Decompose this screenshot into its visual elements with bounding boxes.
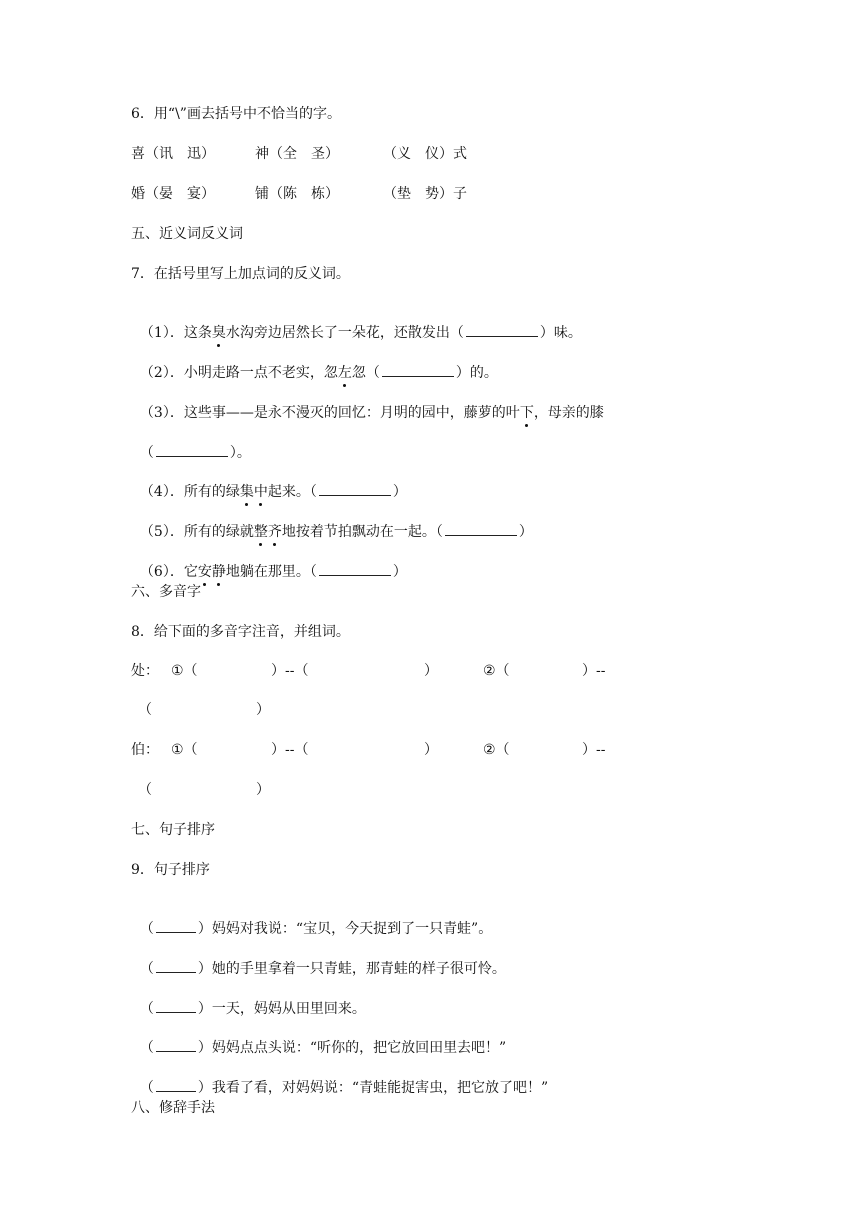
q7-6-post: 地躺在那里。（: [225, 564, 317, 580]
q9-title: 9．句子排序: [131, 862, 210, 878]
section-8-heading: 八、修辞手法: [131, 1100, 215, 1116]
q9-2-lp: （: [139, 961, 154, 977]
q8-2-f: （: [138, 782, 152, 798]
q8-1-e: ）--: [582, 663, 606, 679]
q7-6-pre: （6）．它: [139, 564, 198, 580]
q7-5-blank[interactable]: [445, 522, 517, 536]
section-7-heading: 七、句子排序: [131, 822, 215, 838]
q8-2-a: ①（: [171, 742, 198, 758]
q7-1-blank[interactable]: [466, 323, 538, 337]
q8-1-f: （: [138, 702, 152, 718]
q6-r1-b: 神（全 圣）: [255, 146, 339, 162]
q7-2-blank[interactable]: [382, 363, 454, 377]
q9-4-text: 妈妈点点头说：“听你的，把它放回田里去吧！”: [211, 1040, 507, 1056]
q9-1-text: 妈妈对我说：“宝贝，今天捉到了一只青蛙”。: [211, 921, 493, 937]
q6-r2-a: 婚（晏 宴）: [131, 186, 215, 202]
q7-item-3: [131, 383, 604, 423]
q9-2-rp: ）: [197, 961, 212, 977]
section-5-heading: 五、近义词反义词: [131, 226, 243, 242]
q9-2-text: 她的手里拿着一只青蛙，那青蛙的样子很可怜。: [211, 961, 506, 977]
q7-6-blank[interactable]: [319, 562, 391, 576]
q9-2-blank[interactable]: [156, 959, 196, 973]
q7-item-2: [131, 343, 498, 383]
q7-2-pre: （2）．小明走路一点不老实，忽: [139, 365, 338, 381]
q9-5-text: 我看了看，对妈妈说：“青蛙能捉害虫，把它放了吧！”: [211, 1080, 549, 1096]
q9-sentence-3: [131, 979, 366, 1019]
q7-6-dotted-2: 静: [211, 564, 226, 580]
q7-item-6: [131, 542, 407, 582]
q7-5-dotted-2: 齐: [267, 524, 282, 540]
q6-r1-c: （义 仪）式: [383, 146, 467, 162]
q7-2-dotted: 左: [337, 365, 352, 381]
q8-1-b: ）--（: [271, 663, 309, 679]
q7-1-pre: （1）．这条: [139, 325, 212, 341]
q7-6-end: ）: [392, 564, 407, 580]
q9-5-blank[interactable]: [156, 1078, 196, 1092]
q8-title: 8．给下面的多音字注音，并组词。: [131, 624, 350, 640]
q9-5-lp: （: [139, 1080, 154, 1096]
q7-5-dotted-1: 整: [253, 524, 268, 540]
q7-2-end: ）的。: [455, 365, 498, 381]
q7-2-post: 忽（: [351, 365, 380, 381]
q7-item-3-cont: [131, 423, 251, 463]
q9-3-rp: ）: [197, 1001, 212, 1017]
q6-r1-a: 喜（讯 迅）: [131, 146, 215, 162]
q8-1-d: ②（: [483, 663, 510, 679]
q8-2-g: ）: [256, 782, 270, 798]
q7-item-5: [131, 502, 533, 542]
q7-3-pre: （3）．这些事——是永不漫灭的回忆：月明的园中，藤萝的叶: [139, 405, 520, 421]
q8-2-c: ）: [424, 742, 438, 758]
q8-char-1: 处：: [131, 663, 159, 679]
q9-1-lp: （: [139, 921, 154, 937]
q8-2-e: ）--: [582, 742, 606, 758]
q9-sentence-2: [131, 939, 506, 979]
q7-3b-pre: （: [139, 445, 154, 461]
q7-4-dotted-2: 中: [253, 484, 268, 500]
q6-r2-c: （垫 势）子: [383, 186, 467, 202]
q9-sentence-4: [131, 1018, 506, 1058]
q7-title: 7．在括号里写上加点词的反义词。: [131, 266, 350, 282]
q9-4-blank[interactable]: [156, 1038, 196, 1052]
q7-4-blank[interactable]: [319, 482, 391, 496]
q8-1-g: ）: [256, 702, 270, 718]
q9-1-rp: ）: [197, 921, 212, 937]
q9-3-blank[interactable]: [156, 999, 196, 1013]
q7-1-dotted: 臭: [211, 325, 226, 341]
section-6-heading: 六、多音字: [131, 584, 201, 600]
q7-3b-end: ）。: [229, 445, 251, 461]
q7-item-1: [131, 303, 582, 343]
q7-item-4: [131, 462, 407, 502]
q6-r2-b: 铺（陈 栋）: [255, 186, 339, 202]
q9-4-rp: ）: [197, 1040, 212, 1056]
q9-sentence-5: [131, 1058, 548, 1098]
q7-4-end: ）: [392, 484, 407, 500]
q9-1-blank[interactable]: [156, 919, 196, 933]
q7-4-dotted-1: 集: [239, 484, 254, 500]
q8-2-b: ）--（: [271, 742, 309, 758]
q7-3-dotted: 下: [519, 405, 534, 421]
q7-1-post: 水沟旁边居然长了一朵花，还散发出（: [225, 325, 464, 341]
q9-3-lp: （: [139, 1001, 154, 1017]
q9-4-lp: （: [139, 1040, 154, 1056]
q9-sentence-1: [131, 899, 492, 939]
q7-5-post: 地按着节拍飘动在一起。（: [281, 524, 443, 540]
q7-6-dotted-1: 安: [197, 564, 212, 580]
q8-1-c: ）: [424, 663, 438, 679]
q7-5-end: ）: [518, 524, 533, 540]
q9-3-text: 一天，妈妈从田里回来。: [211, 1001, 366, 1017]
q7-3-post: ，母亲的膝: [533, 405, 604, 421]
q7-1-end: ）味。: [539, 325, 582, 341]
q9-5-rp: ）: [197, 1080, 212, 1096]
q7-3-blank[interactable]: [156, 443, 228, 457]
q7-4-pre: （4）．所有的绿: [139, 484, 240, 500]
q6-title: 6．用“\”画去括号中不恰当的字。: [131, 106, 341, 122]
q8-char-2: 伯：: [131, 742, 159, 758]
q7-5-pre: （5）．所有的绿就: [139, 524, 254, 540]
q8-1-a: ①（: [171, 663, 198, 679]
q8-2-d: ②（: [483, 742, 510, 758]
q7-4-post: 起来。（: [267, 484, 317, 500]
